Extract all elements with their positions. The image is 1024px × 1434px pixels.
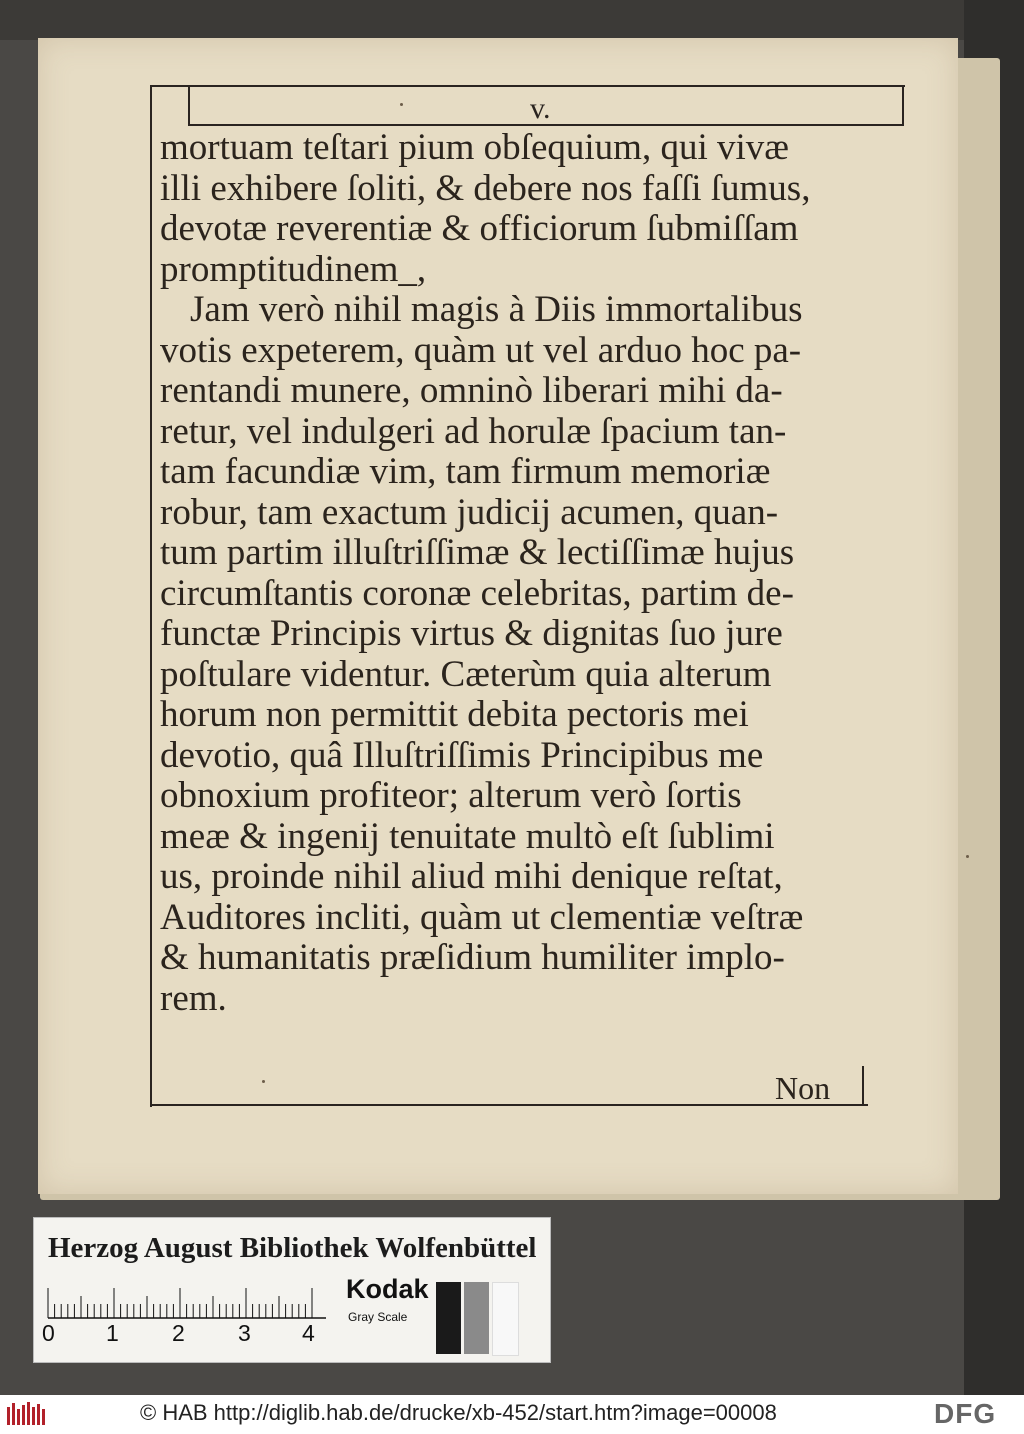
gray-scale-label: Gray Scale bbox=[348, 1310, 408, 1324]
ruler-number: 1 bbox=[106, 1320, 119, 1346]
white-swatch bbox=[492, 1282, 519, 1356]
text-line: tum partim illuſtriſſimæ & lectiſſimæ hujus bbox=[160, 532, 795, 573]
library-name: Herzog August Bibliothek Wolfenbüttel bbox=[48, 1232, 537, 1264]
text-line: & humanitatis præſidium humiliter implo- bbox=[160, 937, 785, 978]
text-line: obnoxium profiteor; alterum verò ſortis bbox=[160, 775, 742, 816]
ruler-number: 3 bbox=[238, 1320, 251, 1346]
paper-speck bbox=[966, 855, 969, 858]
scanner-backdrop bbox=[0, 0, 1024, 40]
text-line: horum non permittit debita pectoris mei bbox=[160, 694, 749, 735]
text-line: meæ & ingenij tenuitate multò eſt ſublimi bbox=[160, 815, 775, 857]
text-line: votis expeterem, quàm ut vel arduo hoc pa- bbox=[160, 329, 802, 371]
text-line: Auditores incliti, quàm ut clementiæ veſtræ bbox=[160, 896, 804, 938]
gray-swatch bbox=[464, 1282, 489, 1354]
catchword: Non bbox=[775, 1070, 831, 1106]
text-line: functæ Principis virtus & dignitas ſuo jure bbox=[160, 613, 783, 654]
text-line: Jam verò nihil magis à Diis immortalibus bbox=[190, 289, 803, 330]
ruler-number: 0 bbox=[42, 1320, 55, 1346]
text-line: tam facundiæ vim, tam firmum memoriæ bbox=[160, 451, 771, 492]
header-box-right bbox=[902, 85, 904, 125]
frame-left-rule bbox=[150, 85, 152, 1107]
frame-bottom-rule bbox=[150, 1104, 868, 1106]
header-box-left bbox=[188, 85, 190, 125]
text-line: circumſtantis coronæ celebritas, partim de- bbox=[160, 572, 794, 614]
text-line: mortuam teſtari pium obſequium, qui vivæ bbox=[160, 127, 789, 168]
text-line: promptitudinem_, bbox=[160, 248, 427, 290]
ruler-scale bbox=[44, 1278, 344, 1322]
footer-bar bbox=[0, 1395, 1024, 1434]
text-line: robur, tam exactum judicij acumen, quan- bbox=[160, 491, 779, 533]
black-swatch bbox=[436, 1282, 461, 1354]
credit-link[interactable]: © HAB http://diglib.hab.de/drucke/xb-452/start.htm?image=00008 bbox=[140, 1400, 777, 1425]
ruler-numbers bbox=[42, 1320, 342, 1350]
frame-top-rule bbox=[150, 85, 905, 87]
page-text bbox=[160, 128, 900, 1019]
color-target-card bbox=[33, 1217, 551, 1363]
ruler-number: 4 bbox=[302, 1320, 315, 1346]
text-line: devotio, quâ Illuſtriſſimis Principibus me bbox=[160, 734, 764, 776]
text-line: retur, vel indulgeri ad horulæ ſpacium tan- bbox=[160, 410, 787, 452]
ruler-number: 2 bbox=[172, 1320, 185, 1346]
kodak-logo: Kodak bbox=[346, 1274, 429, 1304]
hab-logo-icon bbox=[6, 1401, 46, 1427]
paper-speck bbox=[262, 1080, 265, 1083]
text-line: us, proinde nihil aliud mihi denique reſtat, bbox=[160, 856, 783, 897]
text-line: devotæ reverentiæ & officiorum ſubmiſſam bbox=[160, 208, 799, 249]
text-line: rem. bbox=[160, 977, 227, 1019]
text-line: rentandi munere, omninò liberari mihi da- bbox=[160, 370, 783, 411]
paper-speck bbox=[400, 103, 403, 106]
footer-box-right bbox=[862, 1066, 864, 1106]
dfg-logo: DFG bbox=[934, 1398, 997, 1429]
text-line: poſtulare videntur. Cæterùm quia alterum bbox=[160, 653, 772, 695]
text-line: illi exhibere ſoliti, & debere nos faſſi ſumus, bbox=[160, 167, 811, 209]
signature-mark: v. bbox=[530, 92, 551, 125]
